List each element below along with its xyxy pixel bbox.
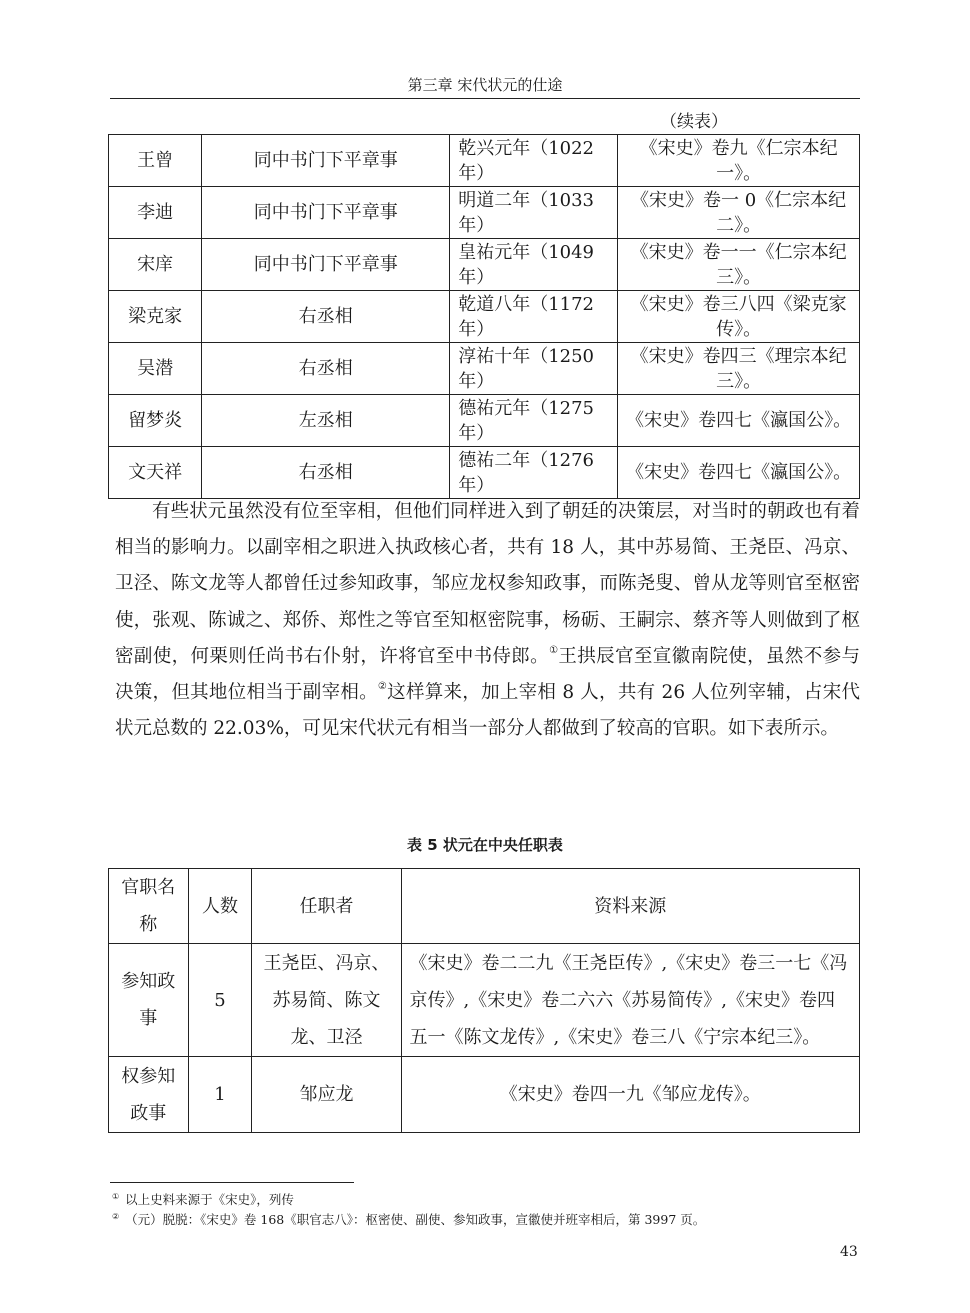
- date-cell: 德祐元年（1275年）: [450, 395, 618, 447]
- footnote-ref[interactable]: ②: [377, 681, 388, 693]
- source-cell: 《宋史》卷一 0《仁宗本纪二》。: [618, 187, 860, 239]
- paragraph-text: 有些状元虽然没有位至宰相，但他们同样进入到了朝廷的决策层，对当时的朝政也有着相当的影响力。以副宰相之职进入执政核心者，共有 18 人，其中苏易简、王尧臣、冯京、卫泾、陈文龙等人都曾任过参知政事，邹应龙权参知政事，而陈尧叟、曾从龙等则官至枢密使，张观、陈诚之、郑侨、郑性之等官至知枢密院事，杨砺、王嗣宗、蔡齐等人则做到了枢密副使，何栗则任尚书右仆射，许将官至中书侍郎。: [115, 501, 860, 667]
- column-header: 官职名称: [109, 869, 189, 944]
- office-cell: 同中书门下平章事: [202, 239, 450, 291]
- table-row: [109, 447, 860, 499]
- name-cell: 梁克家: [109, 291, 202, 343]
- source-cell: 《宋史》卷九《仁宗本纪一》。: [618, 135, 860, 187]
- footnote-mark: ①: [112, 1192, 120, 1201]
- date-cell: 淳祐十年（1250年）: [450, 343, 618, 395]
- chancellor-table-continued: [108, 134, 860, 499]
- date-cell: 皇祐元年（1049年）: [450, 239, 618, 291]
- footnote-text: （元）脱脱：《宋史》卷 168《职官志八》：枢密使、副使、参知政事，宣徽使并班宰相后，第 3997 页。: [125, 1212, 706, 1227]
- count-cell: 1: [188, 1057, 252, 1133]
- office-cell: 右丞相: [202, 447, 450, 499]
- column-header: 人数: [188, 869, 252, 944]
- footnote-text: 以上史料来源于《宋史》，列传: [125, 1192, 294, 1207]
- table-row: [109, 291, 860, 343]
- office-cell: 右丞相: [202, 343, 450, 395]
- office-cell: 同中书门下平章事: [202, 135, 450, 187]
- footnote-ref[interactable]: ①: [549, 644, 559, 656]
- body-paragraph: [115, 494, 860, 747]
- column-header: 任职者: [252, 869, 401, 944]
- office-title-cell: 参知政事: [109, 944, 189, 1057]
- table-header-row: [109, 869, 860, 944]
- table-caption: 表 5 状元在中央任职表: [407, 836, 563, 854]
- date-cell: 乾道八年（1172年）: [450, 291, 618, 343]
- holders-cell: 王尧臣、冯京、苏易简、陈文龙、卫泾: [252, 944, 401, 1057]
- page-number: 43: [840, 1244, 858, 1260]
- table-row: [109, 343, 860, 395]
- source-cell: 《宋史》卷一一《仁宗本纪三》。: [618, 239, 860, 291]
- office-cell: 同中书门下平章事: [202, 187, 450, 239]
- running-header: 第三章 宋代状元的仕途: [110, 72, 860, 99]
- footnote-mark: ②: [112, 1212, 120, 1221]
- count-cell: 5: [188, 944, 252, 1057]
- table-row: [109, 944, 860, 1057]
- holders-cell: 邹应龙: [252, 1057, 401, 1133]
- office-cell: 左丞相: [202, 395, 450, 447]
- footnote: [112, 1208, 872, 1228]
- central-offices-table: [108, 868, 860, 1133]
- date-cell: 明道二年（1033年）: [450, 187, 618, 239]
- table-row: [109, 135, 860, 187]
- name-cell: 吴潜: [109, 343, 202, 395]
- source-cell: 《宋史》卷四三《理宗本纪三》。: [618, 343, 860, 395]
- date-cell: 德祐二年（1276年）: [450, 447, 618, 499]
- footnote-divider: [110, 1182, 354, 1183]
- column-header: 资料来源: [401, 869, 859, 944]
- name-cell: 宋庠: [109, 239, 202, 291]
- name-cell: 留梦炎: [109, 395, 202, 447]
- date-cell: 乾兴元年（1022年）: [450, 135, 618, 187]
- table-continued-label: （续表）: [660, 112, 728, 132]
- paragraph-text: 这样算来，加上宰相 8 人，共有 26 人位列宰辅，占宋代状元总数的 22.03%，可见宋代状元有相当一部分人都做到了较高的官职。如下表所示。: [115, 682, 860, 740]
- footnote: [112, 1188, 872, 1208]
- office-title-cell: 权参知政事: [109, 1057, 189, 1133]
- table-row: [109, 239, 860, 291]
- office-cell: 右丞相: [202, 291, 450, 343]
- name-cell: 王曾: [109, 135, 202, 187]
- sources-cell: 《宋史》卷二二九《王尧臣传》,《宋史》卷三一七《冯京传》,《宋史》卷二六六《苏易简传》,《宋史》卷四五一《陈文龙传》,《宋史》卷三八《宁宗本纪三》。: [401, 944, 859, 1057]
- table-row: [109, 395, 860, 447]
- source-cell: 《宋史》卷四七《瀛国公》。: [618, 395, 860, 447]
- name-cell: 李迪: [109, 187, 202, 239]
- source-cell: 《宋史》卷三八四《梁克家传》。: [618, 291, 860, 343]
- paragraph-text: 王拱辰官至宣徽南院使，虽然不参与决策，但其地位相当于副宰相。: [115, 645, 860, 704]
- name-cell: 文天祥: [109, 447, 202, 499]
- table-row: [109, 187, 860, 239]
- sources-cell: 《宋史》卷四一九《邹应龙传》。: [401, 1057, 859, 1133]
- source-cell: 《宋史》卷四七《瀛国公》。: [618, 447, 860, 499]
- table-row: [109, 1057, 860, 1133]
